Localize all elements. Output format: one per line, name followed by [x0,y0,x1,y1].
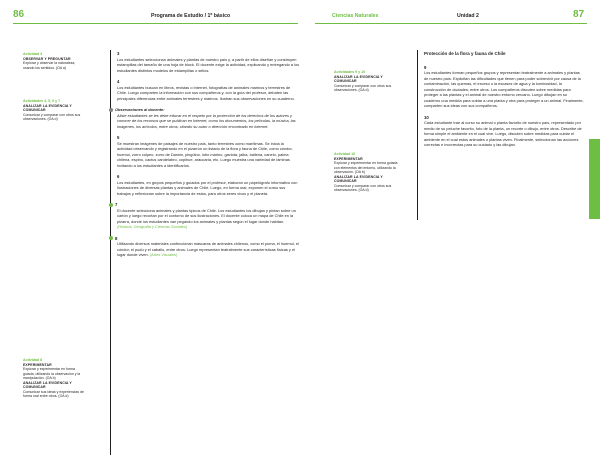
activity-number: 8 [115,235,118,241]
page-number-left: 86 [13,9,25,20]
activity-number: 10 [424,114,429,120]
sidebar-activities-9-10 [334,70,402,93]
activity-text: Se muestran imágenes de paisajes de nuestro país, tanto terrestres como marítimas. Se inicia la actividad observando y registrando en el pizarrón un listado de la flora y fauna de Chile, como cóndor, huemul, zorro culpeo, zorro de Darwin, pingüino, lobo marino, gaviota, jaiba, ballena, canelo, palma chilena, espino, cactus candelabro, copihue, araucaria, etc. Luego muestra una variedad de láminas invitando a los estudiantes a identificarlos. [117,140,293,168]
activity-number: 6 [117,174,120,179]
cross-subject-link: (Artes Visuales) [149,252,178,257]
activity-8-text: Utilizando diversos materiales confeccionan máscaras de animales chilenos, como el puma, el huemul, el cóndor, el pudú y el caballo, entre otros. Luego representan teatralmente sus características físicas y el lugar donde viven. [117,241,299,257]
activity-number: 9 [424,64,427,70]
activity-7-text: El docente selecciona animales y plantas típicos de Chile. Los estudiantes los dibujan y pintan sobre un cartón y luego recortan por el contorno de sus ilustraciones. El docente coloca un mapa de Chile en la pizarra, donde los estudiantes van pegando los animales y plantas según el lugar donde habitan. [117,207,296,224]
unit-side-tab [589,139,600,219]
cross-subject-link: (Historia, Geografía y Ciencias Sociales) [117,224,188,229]
note-bullet-icon [109,108,113,112]
sidebar-activity-3 [23,52,87,70]
notes-text: Aliste estudiantes se les debe educar en el respeto por la protección de los derechos de los autores y conocer de los recursos que se publican en Internet, como los documentos, los películas, la música, las imágenes, los artículos, entre otros; citando su autor o dirección encontrado en internet. [117,112,296,129]
link-bullet-icon [109,236,113,240]
sidebar-activity-8 [23,358,87,399]
subject-title: Ciencias Naturales [332,13,379,19]
activity-text: Los estudiantes seleccionan animales y plantas de nuestro país y, a partir de ellos diseñan y construyen estampillas del tamaño de una hoja de block. El docente exige la actividad, explicando y entregando a los estudiantes distintos modelos de estampillas o sellos. [117,56,300,73]
skill-description: Explorar y experimentar en forma guiada, utilizando la observación y la manipulación. (OA b) [23,367,81,380]
skill-caption: EXPERIMENTAR [23,362,52,367]
page-number-right: 87 [573,9,585,20]
activity-label: Actividad 10 [334,152,356,156]
sidebar-activity-10 [334,152,402,193]
main-column-left [117,51,300,258]
unit-title: Unidad 2 [457,13,479,19]
activity-number: 4 [117,79,120,84]
skill-description: Comunicar y comparar con otros sus observaciones. (OA d) [334,83,392,92]
skill-caption: EXPERIMENTAR [334,156,363,161]
activity-label: Actividades 4, 5, 6 y 7 [23,99,61,103]
activity-label: Actividad 8 [23,358,43,362]
main-column-right [424,51,584,148]
activity-text: Cada estudiante trae al curso su animal o planta favorito de nuestro país, representado por medio de su peluche favorito, foto de la planta, un recorte o dibujo, entre otros. Describe de forma simple el ambiente en el cual vive. Luego, discuten sobre medidas para cuidar el ambiente en el cual estos animales o plantas viven. Finalmente, seleccionan las acciones correctas e incorrectas para su cuidado y las dibujan. [424,120,582,147]
skill-caption-2: ANALIZAR LA EVIDENCIA Y COMUNICAR [23,380,72,389]
skill-caption: ANALIZAR LA EVIDENCIA Y COMUNICAR [23,103,72,112]
activity-text [117,241,300,258]
section-title: Protección de la flora y fauna de Chile [424,51,506,56]
activity-number: 7 [115,202,118,207]
activity-label: Actividad 3 [23,52,43,56]
activity-text: Los estudiantes, en grupos pequeños y guiados por el profesor, elaboran un papelógrafo informativo con ilustraciones de diversas plantas y animales de Chile. Luego, en forma oral, exponen el curso sus trabajos y reflexionan sobre la importancia de estos, para otros seres vivos y el planeta. [117,179,298,196]
activity-text [117,208,300,230]
skill-description-2: Comunicar y comparar con otros sus observaciones. (OA d) [334,183,392,192]
header-rule-right [315,23,587,24]
skill-caption: OBSERVAR Y PREGUNTAR [23,56,71,61]
skill-description: Comunicar y comparar con otros sus observaciones. (OA d) [23,112,81,121]
activity-text: Los estudiantes buscan en libros, revistas o Internet, fotografías de animales marinos y terrestres de Chile. Luego comparten la información con sus compañeros y, con la guía del profesor, debaten las principales diferencias entre animales terrestres y marinos. Ilustran sus observaciones en su cuaderno. [117,84,295,101]
link-bullet-icon [109,203,113,207]
activity-label: Actividades 9 y 10 [334,70,366,74]
activity-number: 5 [117,135,120,140]
skill-caption: ANALIZAR LA EVIDENCIA Y COMUNICAR [334,74,383,83]
skill-description-2: Comunicar sus ideas y experiencias de forma oral entre otros. (OA d) [23,389,84,398]
right-column-rule [417,50,418,220]
activity-number: 3 [117,51,120,56]
skill-description: Explorar y observar la naturaleza, usando los sentidos. (OA a) [23,61,76,70]
activity-text: Los estudiantes forman pequeños grupos y representan teatralmente a animales y plantas de nuestro país. Explicitan las dificultades que tienen para poder sobrevivir por causa de la contaminación, las quemas, el exceso o la escasez de agua y la luminosidad, la construcción de ciudades, entre otros. Los compañeros discuten sobre medidas para proteger a las plantas y el animal de nuestro entorno cercano. Luego dibujan en su cuaderno una medida para cuidar a una planta y otra para proteger a un animal. Finalmente, comparten sus ideas con sus compañeros. [424,70,584,108]
program-title: Programa de Estudio / 1º básico [151,13,231,19]
header-rule-left [13,23,298,24]
skill-description: Explorar y experimentar en forma guiada con elementos del entorno, utilizando la observación. (OA b) [334,161,398,174]
notes-title: Observaciones al docente: [115,107,165,112]
skill-caption-2: ANALIZAR LA EVIDENCIA Y COMUNICAR [334,174,383,183]
sidebar-activities-4-7 [23,99,87,122]
